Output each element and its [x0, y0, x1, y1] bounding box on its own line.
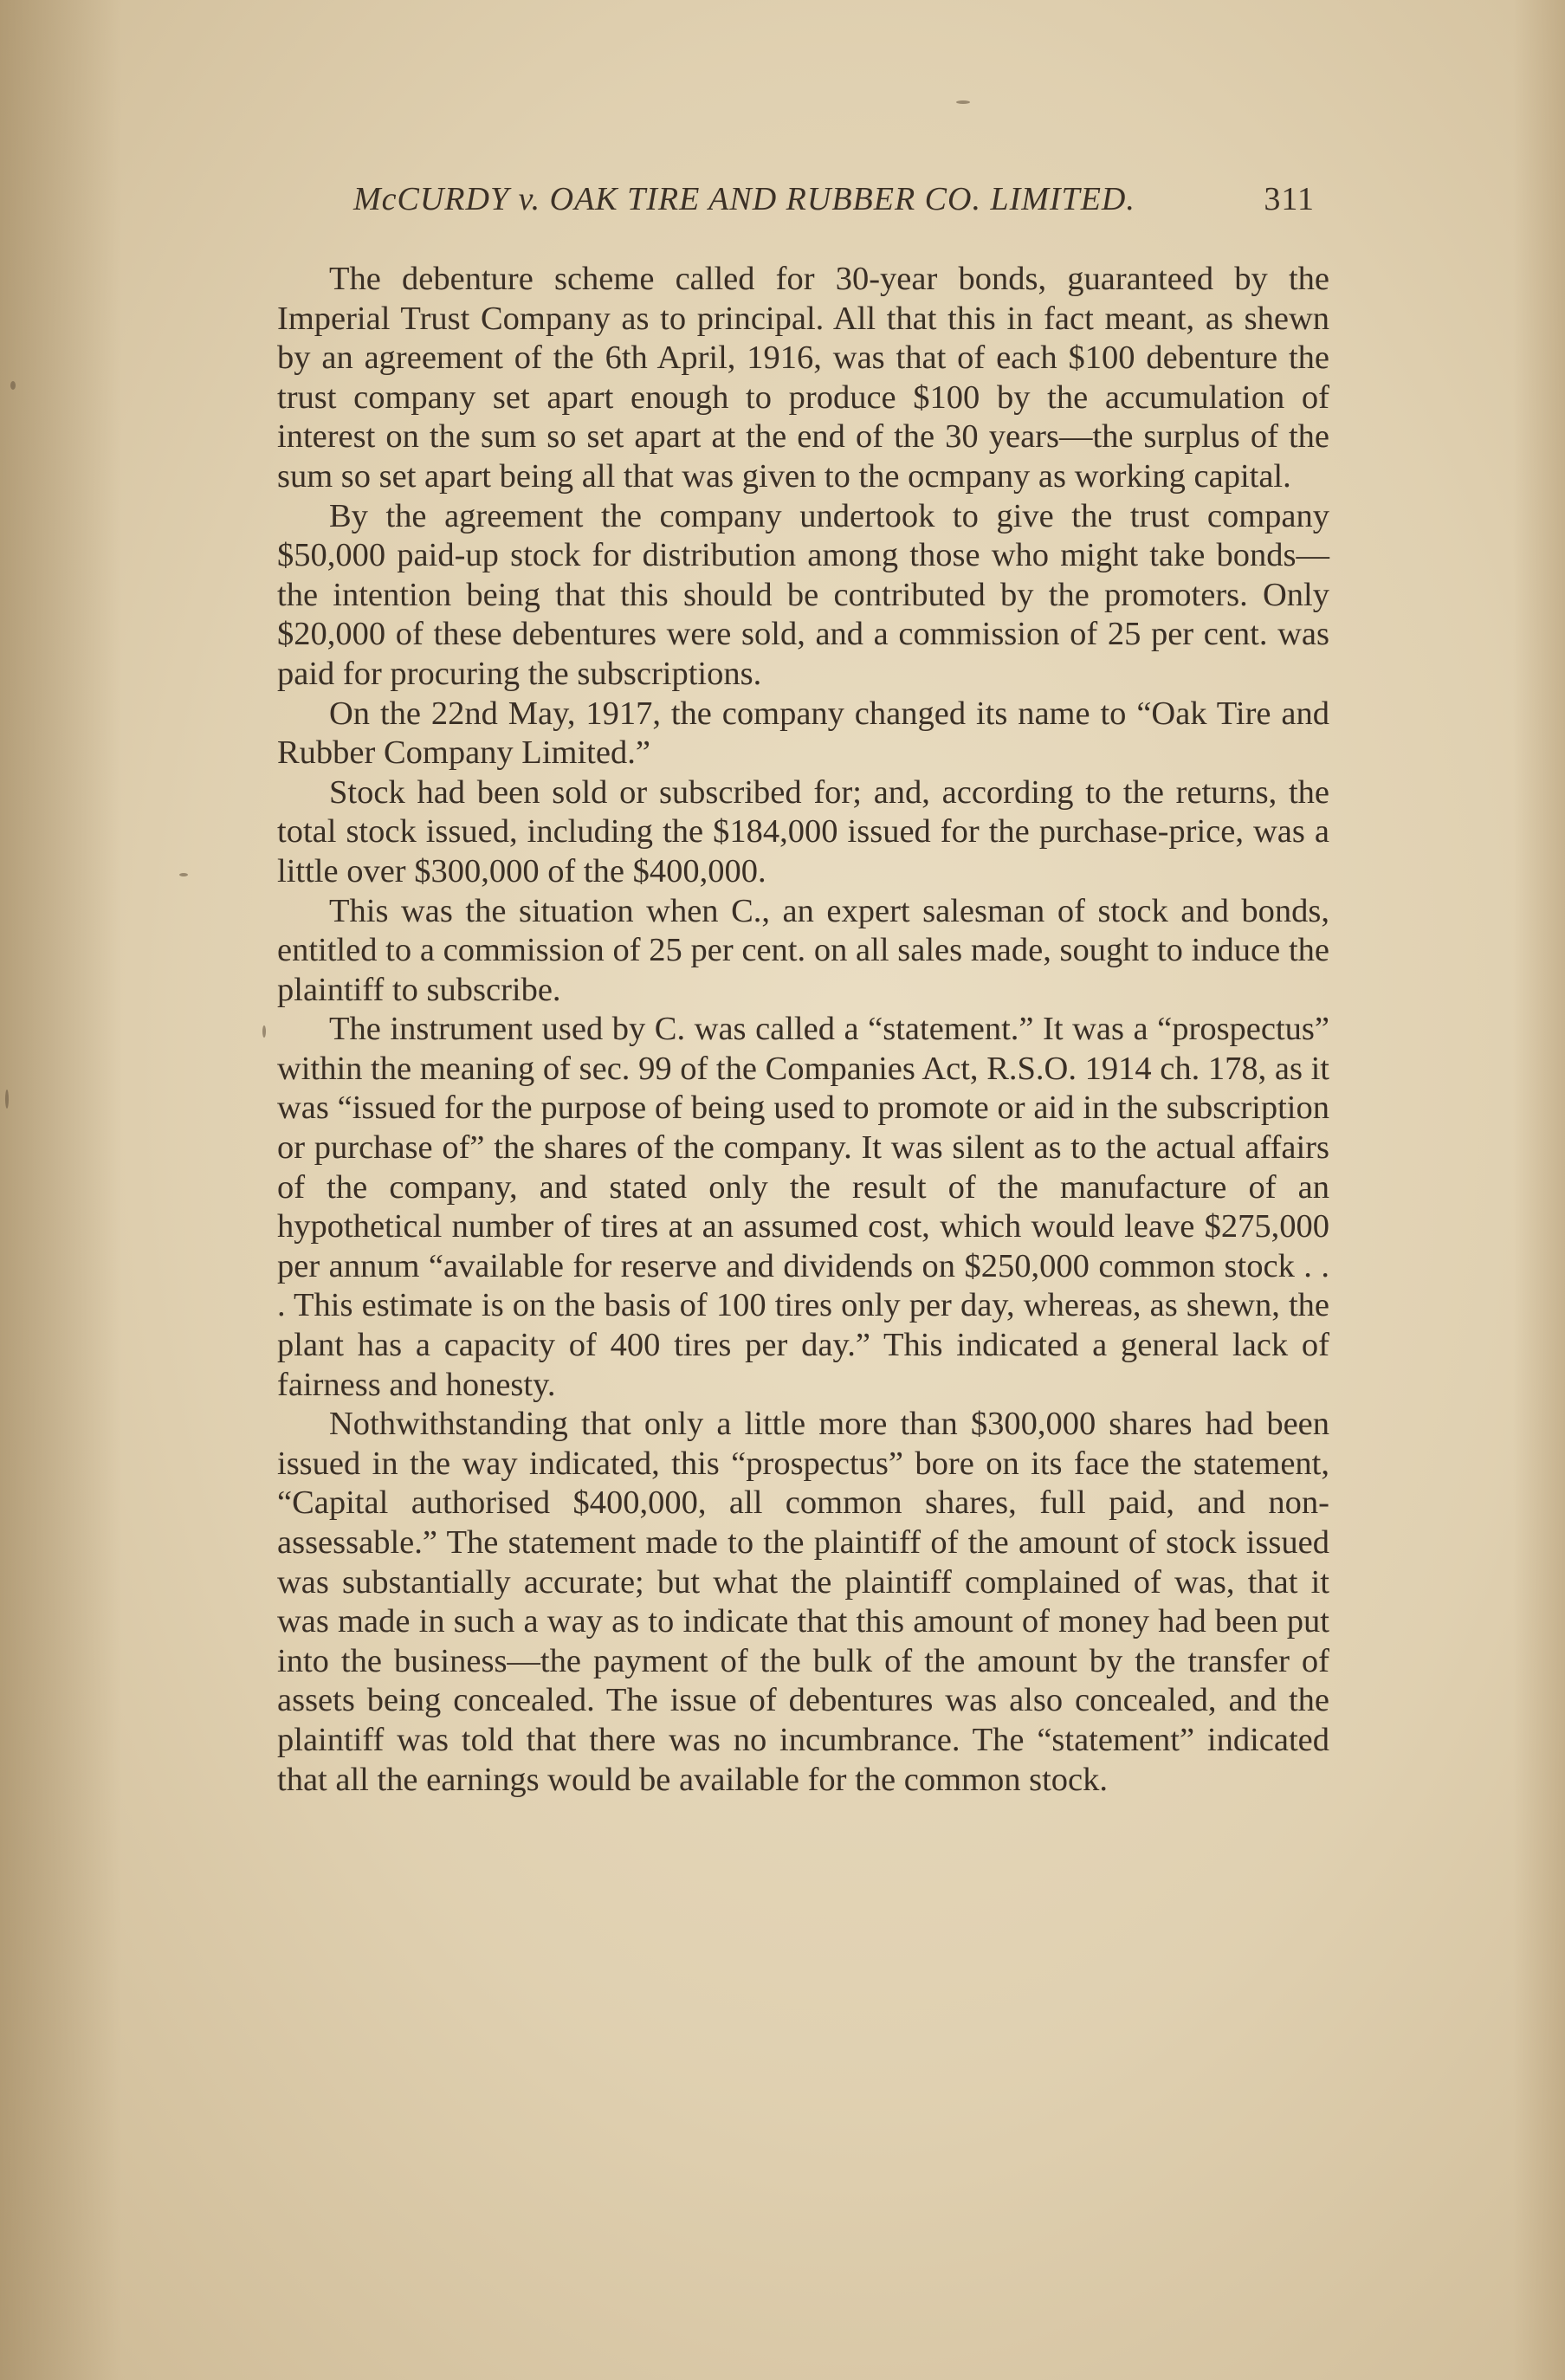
ink-speck: [5, 1090, 9, 1109]
paragraph: The instrument used by C. was called a “statement.” It was a “prospectus” within the meaning of sec. 99 of the Companies Act, R.S.O. 1914 ch. 178, as it was “issued for the purpose of being used to promote or aid in the subscription or purchase of” the shares of the company. It was silent as to the actual affairs of the company, and stated only the result of the manufacture of an hypothetical number of tires at an assumed cost, which would leave $275,000 per annum “available for reserve and dividends on $250,000 common stock . . . This estimate is on the basis of 100 tires only per day, whereas, as shewn, the plant has a capacity of 400 tires per day.” This indicated a general lack of fairness and honesty.: [277, 1011, 1329, 1403]
ink-speck: [262, 1025, 266, 1038]
page-header: [353, 180, 1315, 232]
body-text: [277, 260, 1329, 1800]
ink-speck: [10, 381, 16, 390]
paragraph: On the 22nd May, 1917, the company changed its name to “Oak Tire and Rubber Company Limited.”: [277, 695, 1329, 772]
paragraph: This was the situation when C., an expert salesman of stock and bonds, entitled to a commission of 25 per cent. on all sales made, sought to induce the plaintiff to subscribe.: [277, 892, 1329, 1008]
paragraph: The debenture scheme called for 30-year bonds, guaranteed by the Imperial Trust Company as to principal. All that this in fact meant, as shewn by an agreement of the 6th April, 1916, was that of each $100 debenture the trust company set apart enough to produce $100 by the accumulation of interest on the sum so set apart at the end of the 30 years—the surplus of the sum so set apart being all that was given to the ocmpany as working capital.: [277, 261, 1329, 495]
paragraph: Nothwithstanding that only a little more than $300,000 shares had been issued in the way indicated, this “prospectus” bore on its face the statement, “Capital authorised $400,000, all common shares, full paid, and non-assessable.” The statement made to the plaintiff of the amount of stock issued was substantially accurate; but what the plaintiff complained of was, that it was made in such a way as to indicate that this amount of money had been put into the business—the payment of the bulk of the amount by the transfer of assets being concealed. The issue of debentures was also concealed, and the plaintiff was told that there was no incumbrance. The “statement” indicated that all the earnings would be available for the common stock.: [277, 1406, 1329, 1798]
page-number: 311: [1264, 181, 1315, 217]
paragraph: By the agreement the company undertook to give the trust company $50,000 paid-up stock for distribution among those who might take bonds—the intention being that this should be contributed by the promoters. Only $20,000 of these debentures were sold, and a commission of 25 per cent. was paid for procuring the subscriptions.: [277, 497, 1329, 692]
running-head: McCURDY v. OAK TIRE AND RUBBER CO. LIMITED.: [353, 181, 1135, 217]
paragraph: Stock had been sold or subscribed for; and, according to the returns, the total stock issued, including the $184,000 issued for the purchase-price, was a little over $300,000 of the $400,000.: [277, 773, 1329, 889]
ink-speck: [179, 873, 188, 876]
ink-speck: [956, 100, 970, 104]
